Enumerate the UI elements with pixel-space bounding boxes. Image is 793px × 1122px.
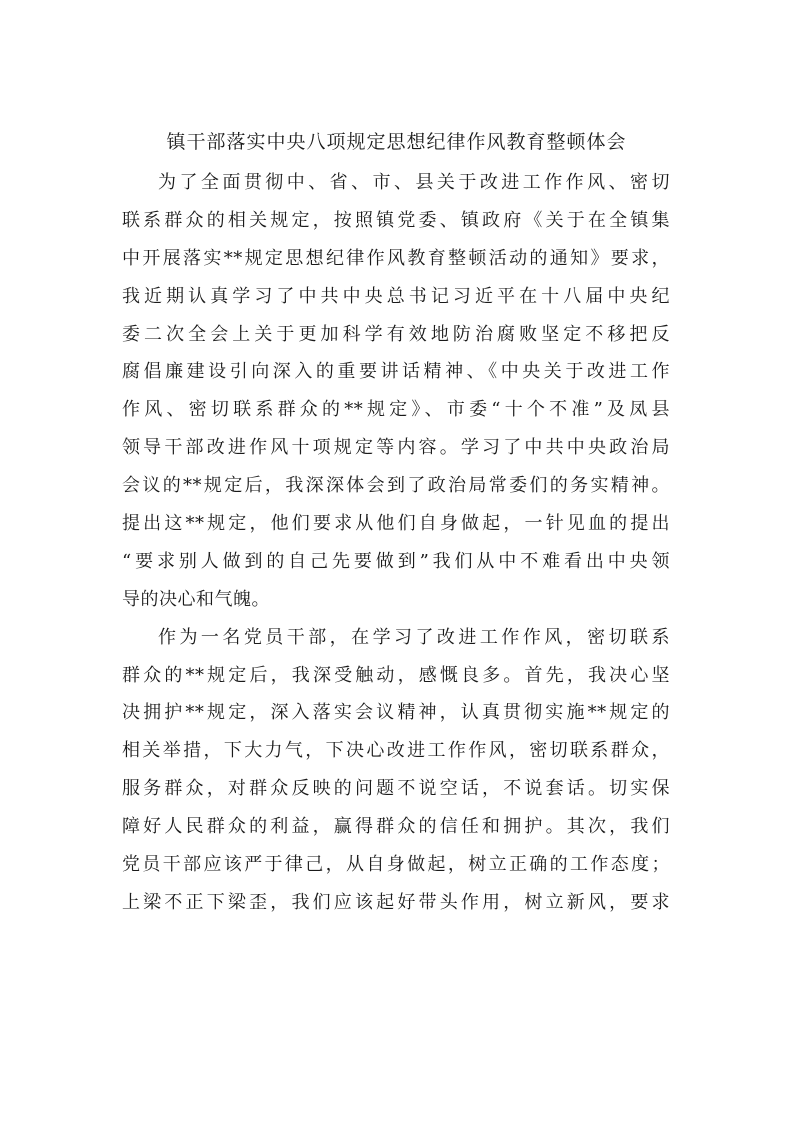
paragraph-2-line-4: 相关举措，下大力气，下决心改进工作作风，密切联系群众， (122, 740, 670, 762)
paragraph-1-line-11: “要求别人做到的自己先要做到”我们从中不难看出中央领 (122, 550, 670, 572)
paragraph-1-line-3: 中开展落实**规定思想纪律作风教育整顿活动的通知》要求， (122, 247, 670, 269)
paragraph-2-line-8: 上梁不正下梁歪，我们应该起好带头作用，树立新风，要求 (122, 891, 670, 913)
document-title: 镇干部落实中央八项规定思想纪律作风教育整顿体会 (166, 131, 627, 153)
paragraph-2-line-5: 服务群众，对群众反映的问题不说空话，不说套话。切实保 (122, 778, 670, 800)
paragraph-1-line-10: 提出这**规定，他们要求从他们自身做起，一针见血的提出 (122, 513, 670, 535)
paragraph-1-line-4: 我近期认真学习了中共中央总书记习近平在十八届中央纪 (122, 285, 670, 307)
paragraph-2-line-6: 障好人民群众的利益，赢得群众的信任和拥护。其次，我们 (122, 816, 670, 838)
paragraph-1-line-8: 领导干部改进作风十项规定等内容。学习了中共中央政治局 (122, 437, 670, 459)
paragraph-1-line-6: 腐倡廉建设引向深入的重要讲话精神、《中央关于改进工作 (122, 361, 670, 383)
paragraph-1-line-9: 会议的**规定后，我深深体会到了政治局常委们的务实精神。 (122, 475, 670, 497)
paragraph-2-line-7: 党员干部应该严于律己，从自身做起，树立正确的工作态度； (122, 854, 670, 876)
paragraph-1-line-1: 为了全面贯彻中、省、市、县关于改进工作作风、密切 (158, 172, 670, 193)
paragraph-1-line-2: 联系群众的相关规定，按照镇党委、镇政府《关于在全镇集 (122, 209, 670, 231)
paragraph-2-line-1: 作为一名党员干部，在学习了改进工作作风，密切联系 (158, 626, 670, 648)
paragraph-2-line-3: 决拥护**规定，深入落实会议精神，认真贯彻实施**规定的 (122, 702, 670, 724)
paragraph-1-line-12: 导的决心和气魄。 (122, 588, 270, 610)
paragraph-1-line-5: 委二次全会上关于更加科学有效地防治腐败坚定不移把反 (122, 323, 670, 345)
document-body (122, 164, 670, 922)
paragraph-2-line-2: 群众的**规定后，我深受触动，感慨良多。首先，我决心坚 (122, 664, 670, 686)
paragraph-1-line-7: 作风、密切联系群众的**规定》、市委“十个不准”及凤县 (122, 399, 670, 421)
